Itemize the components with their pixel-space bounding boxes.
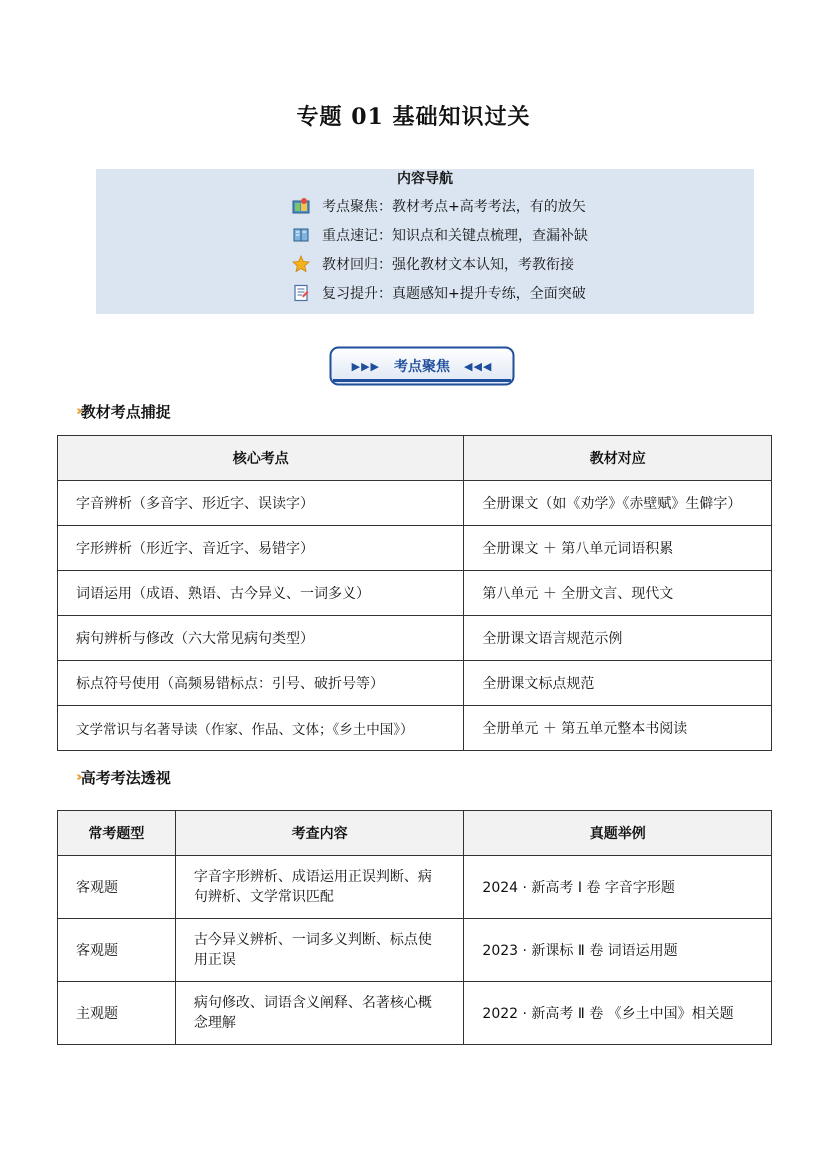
table-cell: 2024 · 新高考 Ⅰ 卷 字音字形题 <box>464 856 772 919</box>
exam-methods-table <box>57 810 772 1045</box>
table-row <box>58 571 772 616</box>
header-cell: 真题举例 <box>464 811 772 856</box>
table-row <box>58 526 772 571</box>
textbook-points-table <box>57 435 772 751</box>
table-cell: 古今异义辨析、一词多义判断、标点使用正误 <box>175 919 464 982</box>
nav-item-label: 教材回归：强化教材文本认知，考教衔接 <box>322 257 574 273</box>
table-cell: 字音辨析（多音字、形近字、误读字） <box>58 481 464 526</box>
table-row <box>58 616 772 661</box>
table-cell: 文学常识与名著导读（作家、作品、文体；《乡土中国》） <box>58 706 464 751</box>
table-row <box>58 661 772 706</box>
map-icon <box>292 197 310 215</box>
table-row <box>58 982 772 1045</box>
header-cell: 教材对应 <box>464 436 772 481</box>
table-cell: 全册课文标点规范 <box>464 661 772 706</box>
header-cell: 考查内容 <box>175 811 464 856</box>
section-heading-label: 教材考点捕捉 <box>80 403 171 421</box>
document-icon <box>292 284 310 302</box>
chevron-icon: ›› <box>76 404 79 419</box>
banner-arrows-left: ▶▶▶ <box>351 359 380 373</box>
content-navigation <box>96 169 754 314</box>
section-heading-textbook <box>76 401 171 422</box>
table-cell: 客观题 <box>58 856 176 919</box>
chevron-icon: ›› <box>76 770 79 785</box>
table-cell: 病句修改、词语含义阐释、名著核心概念理解 <box>175 982 464 1045</box>
table-row <box>58 481 772 526</box>
banner-label: 考点聚焦 <box>394 359 450 375</box>
table-cell: 2023 · 新课标 Ⅱ 卷 词语运用题 <box>464 919 772 982</box>
nav-item-memo <box>292 225 588 245</box>
table-cell: 2022 · 新高考 Ⅱ 卷 《乡土中国》相关题 <box>464 982 772 1045</box>
header-cell: 核心考点 <box>58 436 464 481</box>
page-title: 专题 01 基础知识过关 <box>296 104 531 130</box>
header-cell: 常考题型 <box>58 811 176 856</box>
star-icon <box>292 255 310 273</box>
table-cell: 客观题 <box>58 919 176 982</box>
table-row <box>58 706 772 751</box>
table-cell: 全册课文语言规范示例 <box>464 616 772 661</box>
table-row <box>58 919 772 982</box>
table-cell: 主观题 <box>58 982 176 1045</box>
nav-item-review <box>292 283 586 303</box>
section-banner <box>329 346 515 386</box>
table-cell: 词语运用（成语、熟语、古今异义、一词多义） <box>58 571 464 616</box>
table-cell: 全册单元 ＋ 第五单元整本书阅读 <box>464 706 772 751</box>
nav-item-return <box>292 254 574 274</box>
table-cell: 病句辨析与修改（六大常见病句类型） <box>58 616 464 661</box>
table-cell: 全册课文（如《劝学》《赤壁赋》生僻字） <box>464 481 772 526</box>
table-cell: 全册课文 ＋ 第八单元词语积累 <box>464 526 772 571</box>
nav-title: 内容导航 <box>397 171 453 187</box>
section-heading-label: 高考考法透视 <box>80 769 171 787</box>
table-header-row <box>58 436 772 481</box>
book-icon <box>292 226 310 244</box>
nav-item-label: 考点聚焦：教材考点+高考考法，有的放矢 <box>322 199 586 215</box>
section-heading-exam <box>76 767 171 788</box>
table-header-row <box>58 811 772 856</box>
nav-item-label: 复习提升：真题感知+提升专练，全面突破 <box>322 286 586 302</box>
table-row <box>58 856 772 919</box>
nav-item-focus <box>292 196 586 216</box>
table-cell: 字音字形辨析、成语运用正误判断、病句辨析、文学常识匹配 <box>175 856 464 919</box>
table-cell: 标点符号使用（高频易错标点：引号、破折号等） <box>58 661 464 706</box>
table-cell: 字形辨析（形近字、音近字、易错字） <box>58 526 464 571</box>
banner-arrows-right: ◀◀◀ <box>464 359 493 373</box>
nav-item-label: 重点速记：知识点和关键点梳理，查漏补缺 <box>322 228 588 244</box>
table-cell: 第八单元 ＋ 全册文言、现代文 <box>464 571 772 616</box>
